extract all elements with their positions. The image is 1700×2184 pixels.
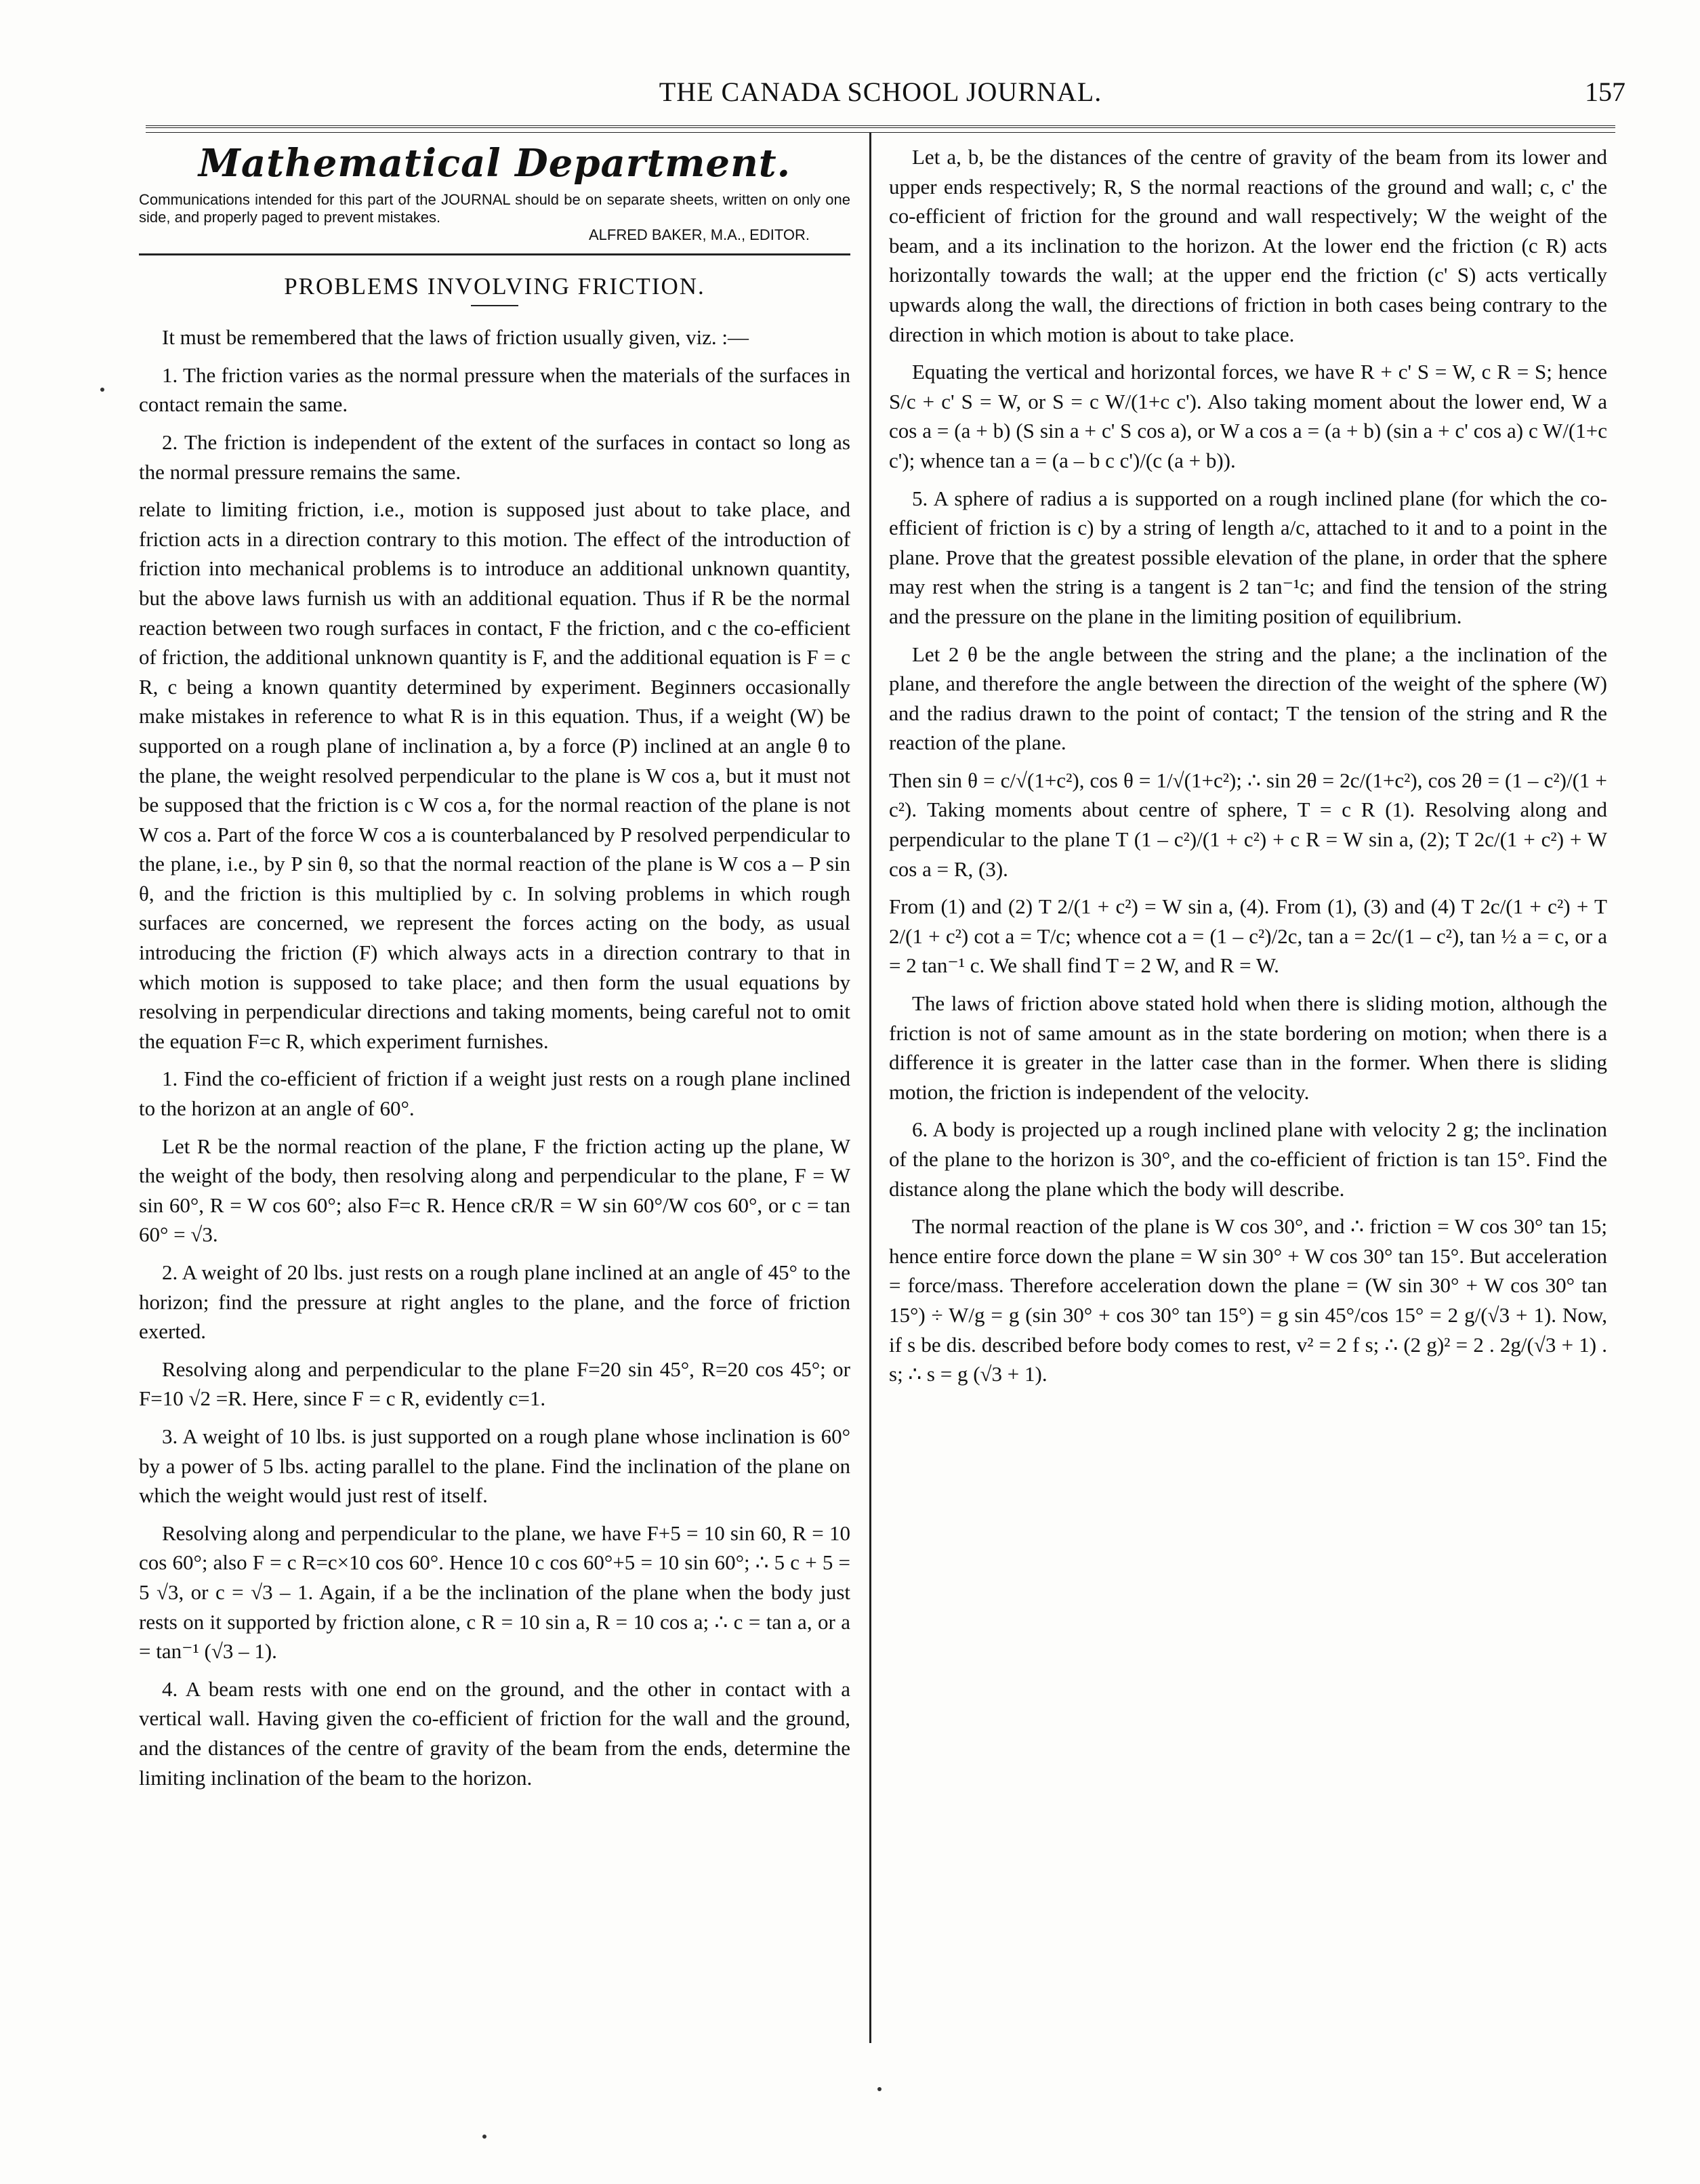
law-2: 2. The friction is independent of the extent of the surfaces in contact so long as the normal pressure remains the same. (139, 430, 850, 484)
department-editor: ALFRED BAKER, M.A., EDITOR. (589, 226, 810, 243)
solution-5-setup: Let 2 θ be the angle between the string and the plane; a the inclination of the plane, and therefore the angle between the direction of the weight of the sphere (W) and the radius drawn to the point of contact; T the tension of the string and R the reaction of the plane. (889, 642, 1607, 755)
section-rule (139, 253, 850, 255)
sliding-friction-note: The laws of friction above stated hold when there is sliding motion, although the friction is not of same amount as in the state bordering on motion; when there is a difference it is greater in the latter case than in the former. When there is sliding motion, the friction is independent of the velocity. (889, 991, 1607, 1104)
problem-1: 1. Find the co-efficient of friction if a weight just rests on a rough plane inclined to the horizon at an angle of 60°. (139, 1067, 850, 1121)
solution-5-trig: Then sin θ = c/√(1+c²), cos θ = 1/√(1+c²); ∴ sin 2θ = 2c/(1+c²), cos 2θ = (1 – c²)/(1 + c²). Taking moments about centre of sphere, T = c R (1). Resolving along and perpendicular to the plane T (1 – c²)/(1 + c²) + c R = W sin a, (2); T 2c/(1 + c²) + W cos a = R, (3). (889, 768, 1607, 881)
problem-5: 5. A sphere of radius a is supported on a rough inclined plane (for which the co-efficient of friction is c) by a string of length a/c, attached to it and to a point in the plane. Prove that the greatest possible elevation of the plane, in order that the sphere may rest when the string is a tangent is 2 tan⁻¹c; and find the tension of the string and the pressure on the plane in the limiting position of equilibrium. (889, 486, 1607, 628)
department-title: Mathematical Department. (198, 141, 791, 186)
solution-3: Resolving along and perpendicular to the plane, we have F+5 = 10 sin 60, R = 10 cos 60°; also F = c R=c×10 cos 60°. Hence 10 c cos 60°+5 = 10 sin 60°; ∴ 5 c + 5 = 5 √3, or c = √3 – 1. Again, if a be the inclination of the plane when the body just rests on it supported by friction alone, c R = 10 sin a, R = 10 cos a; ∴ c = tan a, or a = tan⁻¹ (√3 – 1). (139, 1521, 850, 1664)
running-head (136, 76, 1625, 123)
solution-6: The normal reaction of the plane is W cos 30°, and ∴ friction = W cos 30° tan 15; hence entire force down the plane = W sin 30° + W cos 30° tan 15°. But acceleration = force/mass. Therefore acceleration down the plane = (W sin 30° + W cos 30° tan 15°) ÷ W/g = g (sin 30° + cos 30° tan 15°) = g sin 45°/cos 15° = 2 g/(√3 + 1). Now, if s be dis. described before body comes to rest, v² = 2 f s; ∴ (2 g)² = 2 . 2g/(√3 + 1) . s; ∴ s = g (√3 + 1). (889, 1214, 1607, 1386)
problem-6: 6. A body is projected up a rough inclined plane with velocity 2 g; the inclination of the plane to the horizon is 30°, and the co-efficient of friction is tan 15°. Find the distance along the plane which the body will describe. (889, 1117, 1607, 1201)
column-divider (869, 132, 871, 2043)
page-number: 157 (1585, 77, 1625, 107)
solution-5-result: From (1) and (2) T 2/(1 + c²) = W sin a, (4). From (1), (3) and (4) T 2c/(1 + c²) + T 2/(1 + c²) cot a = T/c; whence cot a = (1 – c²)/2c, tan a = 2c/(1 – c²), tan ½ a = c, or a = 2 tan⁻¹ c. We shall find T = 2 W, and R = W. (889, 894, 1607, 978)
problem-3: 3. A weight of 10 lbs. is just supported on a rough plane whose inclination is 60° by a power of 5 lbs. acting parallel to the plane. Find the inclination of the plane on which the weight would just rest of itself. (139, 1424, 850, 1508)
article-heading: PROBLEMS INVOLVING FRICTION. (284, 272, 705, 300)
header-rule (146, 125, 1615, 133)
explanation-paragraph: relate to limiting friction, i.e., motion is supposed just about to take place, and friction acts in a direction contrary to this motion. The effect of the introduction of friction into mechanical problems is to introduce an additional unknown quantity, but the above laws furnish us with an additional equation. Thus if R be the normal reaction between two rough surfaces in contact, F the friction, and c the co-efficient of friction, the additional unknown quantity is F, and the additional equation is F = c R, c being a known quantity determined by experiment. Beginners occasionally make mistakes in reference to what R is in this equation. Thus, if a weight (W) be supported on a rough plane of inclination a, by a force (P) inclined at an angle θ to the plane, the weight resolved perpendicular to the plane is W cos a, but it must not be supposed that the friction is c W cos a, for the normal reaction of the plane is not W cos a. Part of the force W cos a is counterbalanced by P resolved perpendicular to the plane, i.e., by P sin θ, so that the normal reaction of the plane is W cos a – P sin θ, and the friction is this multiplied by c. In solving problems in which rough surfaces are concerned, we represent the forces acting on the body, as usual introducing the friction (F) which always acts in a direction contrary to that in which motion is supposed to take place; and then form the usual equations by resolving in perpendicular directions and taking moments, being careful not to omit the equation F=c R, which experiment furnishes. (139, 497, 850, 1053)
solution-4-setup: Let a, b, be the distances of the centre of gravity of the beam from its lower and upper ends respectively; R, S the normal reactions of the ground and wall; c, c' the co-efficient of friction for the ground and wall respectively; W the weight of the beam, and a its inclination to the horizon. At the lower end the friction (c R) acts horizontally towards the wall; at the upper end the friction (c' S) acts vertically upwards along the wall, the directions of friction in both cases being contrary to the direction in which motion is about to take place. (889, 145, 1607, 346)
print-speck (877, 2087, 882, 2091)
solution-4-equations: Equating the vertical and horizontal forces, we have R + c' S = W, c R = S; hence S/c + c' S = W, or S = c W/(1+c c'). Also taking moment about the lower end, W a cos a = (a + b) (S sin a + c' S cos a), or W a cos a = (a + b) (sin a + c' cos a) c W/(1+c c'); whence tan a = (a – b c c')/(c (a + b)). (889, 360, 1607, 472)
print-speck (100, 388, 104, 392)
journal-title: THE CANADA SCHOOL JOURNAL. (659, 77, 1102, 107)
solution-1: Let R be the normal reaction of the plane, F the friction acting up the plane, W the weight of the body, then resolving along and perpendicular to the plane, F = W sin 60°, R = W cos 60°; also F=c R. Hence cR/R = W sin 60°/W cos 60°, or c = tan 60° = √3. (139, 1134, 850, 1247)
print-speck (482, 2135, 486, 2139)
law-1: 1. The friction varies as the normal pressure when the materials of the surfaces in contact remain the same. (139, 363, 850, 417)
left-column (139, 142, 850, 1800)
department-notice: Communications intended for this part of the JOURNAL should be on separate sheets, written on only one side, and properly paged to prevent mistakes. (139, 190, 850, 226)
solution-2: Resolving along and perpendicular to the plane F=20 sin 45°, R=20 cos 45°; or F=10 √2 =R. Here, since F = c R, evidently c=1. (139, 1357, 850, 1411)
heading-rule (471, 305, 518, 306)
intro-paragraph: It must be remembered that the laws of friction usually given, viz. :— (162, 325, 749, 350)
right-column (889, 142, 1607, 1397)
problem-2: 2. A weight of 20 lbs. just rests on a rough plane inclined at an angle of 45° to the horizon; find the pressure at right angles to the plane, and the force of friction exerted. (139, 1260, 850, 1344)
problem-4: 4. A beam rests with one end on the ground, and the other in contact with a vertical wall. Having given the co-efficient of friction for the wall and the ground, and the distances of the centre of gravity of the beam from the ends, determine the limiting inclination of the beam to the horizon. (139, 1676, 850, 1790)
